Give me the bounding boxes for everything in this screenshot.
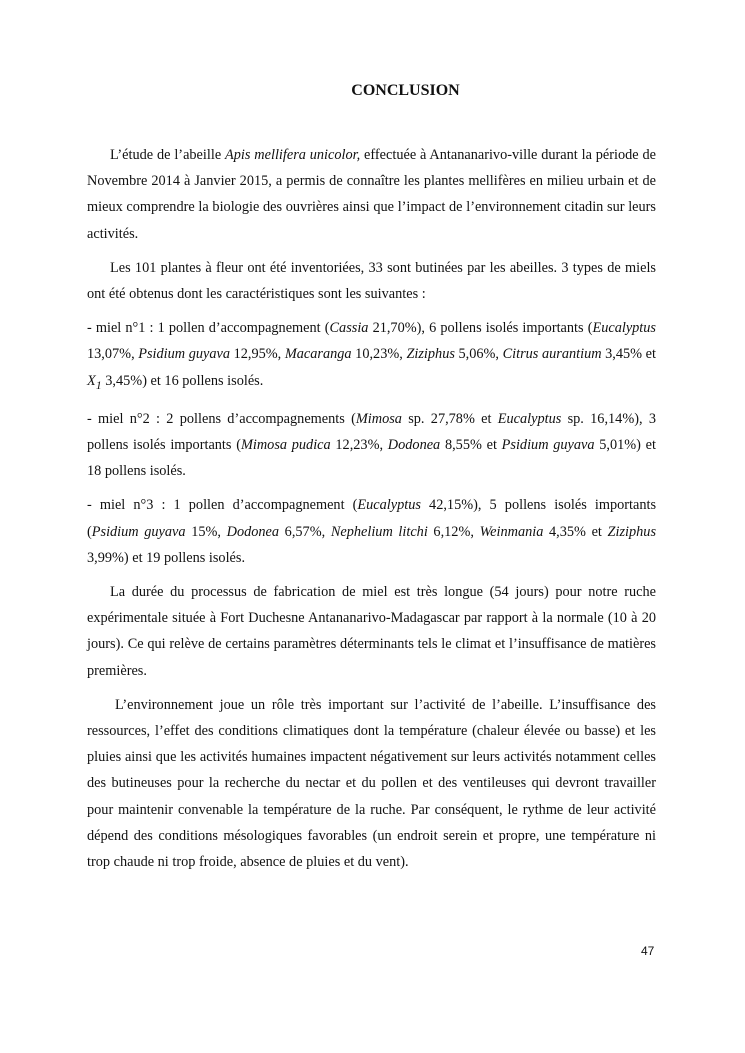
duration-paragraph: La durée du processus de fabrication de miel est très longue (54 jours) pour notre ruche expérimentale située à Fort Duchesne Antananarivo-Madagascar par rapport à la normale (10 à 20 jours). Ce qui relève de certains paramètres déterminants tels le climat et l’insuffisance de matières premières. [87,583,656,679]
honey-1-paragraph: - miel n°1 : 1 pollen d’accompagnement (Cassia 21,70%), 6 pollens isolés importants (Eucalyptus 13,07%, Psidium guyava 12,95%, Macaranga 10,23%, Ziziphus 5,06%, Citrus aurantium 3,45% et $X_1$ 3,45%) et 16 pollens isolés. [87,320,656,392]
page-number: 47 [641,944,655,958]
honey-2-paragraph: - miel n°2 : 2 pollens d’accompagnements (Mimosa sp. 27,78% et Eucalyptus sp. 16,14%), 3 pollens isolés importants (Mimosa pudica 12,23%, Dodonea 8,55% et Psidium guyava 5,01%) et 18 pollens isolés. [87,410,656,480]
environment-paragraph: L’environnement joue un rôle très important sur l’activité de l’abeille. L’insuffisance des ressources, l’effet des conditions climatiques dont la température (chaleur élevée ou basse) et les pluies ainsi que les activités humaines impactent négativement sur leurs activités notamment celles des butineuses pour la recherche du nectar et du pollen et des ventileuses qui devront travailler pour maintenir convenable la température de la ruche. Par conséquent, le rythme de leur activité dépend des conditions mésologiques favorables (un endroit serein et propre, une température ni trop chaude ni trop froide, absence de pluies et du vent). [87,696,656,870]
plants-paragraph: Les 101 plantes à fleur ont été inventoriées, 33 sont butinées par les abeilles. 3 types de miels ont été obtenus dont les caractéristiques sont les suivantes : [87,259,656,303]
species-name: Apis mellifera unicolor, [225,147,361,163]
page-title: CONCLUSION [351,82,460,99]
intro-paragraph: L’étude de l’abeille Apis mellifera unicolor, effectuée à Antananarivo-ville durant la période de Novembre 2014 à Janvier 2015, a permis de connaître les plantes mellifères en milieu urbain et de mieux comprendre la biologie des ouvrières ainsi que l’impact de l’environnement citadin sur leurs activités. [87,147,657,242]
conclusion-body [87,142,656,883]
honey-3-paragraph: - miel n°3 : 1 pollen d’accompagnement (Eucalyptus 42,15%), 5 pollens isolés importants (Psidium guyava 15%, Dodonea 6,57%, Nephelium litchi 6,12%, Weinmania 4,35% et Ziziphus 3,99%) et 19 pollens isolés. [87,497,657,566]
